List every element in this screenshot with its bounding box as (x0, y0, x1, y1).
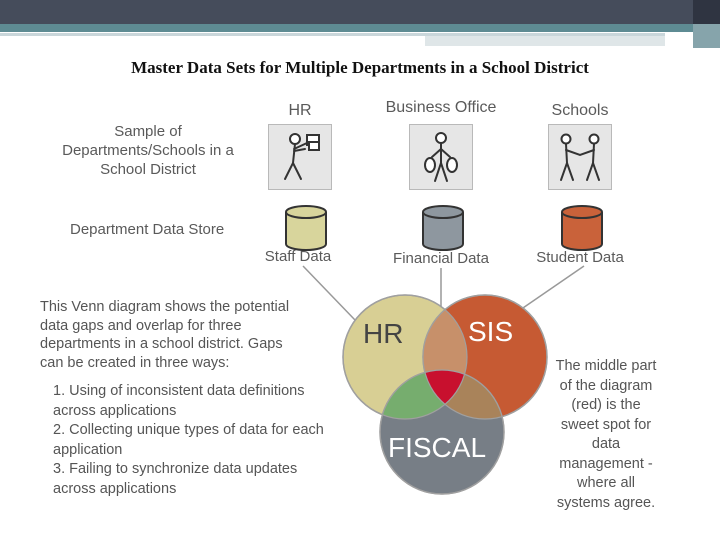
dept-heading-schools: Schools (551, 102, 609, 119)
venn-label-sis: SIS (468, 316, 514, 347)
gap-causes-list: 1. Using of inconsistent data definitions across applications 2. Collecting unique types of data for each application 3. Failing to synchronize data updates across applications (53, 383, 324, 497)
page-title: Master Data Sets for Multiple Departments in a School District (131, 58, 589, 77)
sweet-spot-text: The middle part of the diagram (red) is the sweet spot for data management - where all systems agree. (555, 358, 657, 511)
sample-label: Sample of Departments/Schools in a School District (62, 123, 234, 178)
venn-label-hr: HR (363, 318, 404, 349)
dept-heading-hr: HR (288, 102, 312, 119)
store-name-financial: Financial Data (393, 250, 489, 267)
data-store-label: Department Data Store (70, 221, 225, 238)
venn-label-fiscal: FISCAL (388, 432, 487, 463)
dept-heading-business-office: Business Office (385, 99, 497, 116)
store-name-student: Student Data (536, 249, 624, 266)
connector-line-staff (303, 266, 355, 320)
store-name-staff: Staff Data (264, 248, 332, 265)
connector-line-student (520, 266, 584, 310)
venn-intro-text: This Venn diagram shows the potential data gaps and overlap for three departments in a school district. Gaps can be created in three ways: (40, 299, 290, 371)
